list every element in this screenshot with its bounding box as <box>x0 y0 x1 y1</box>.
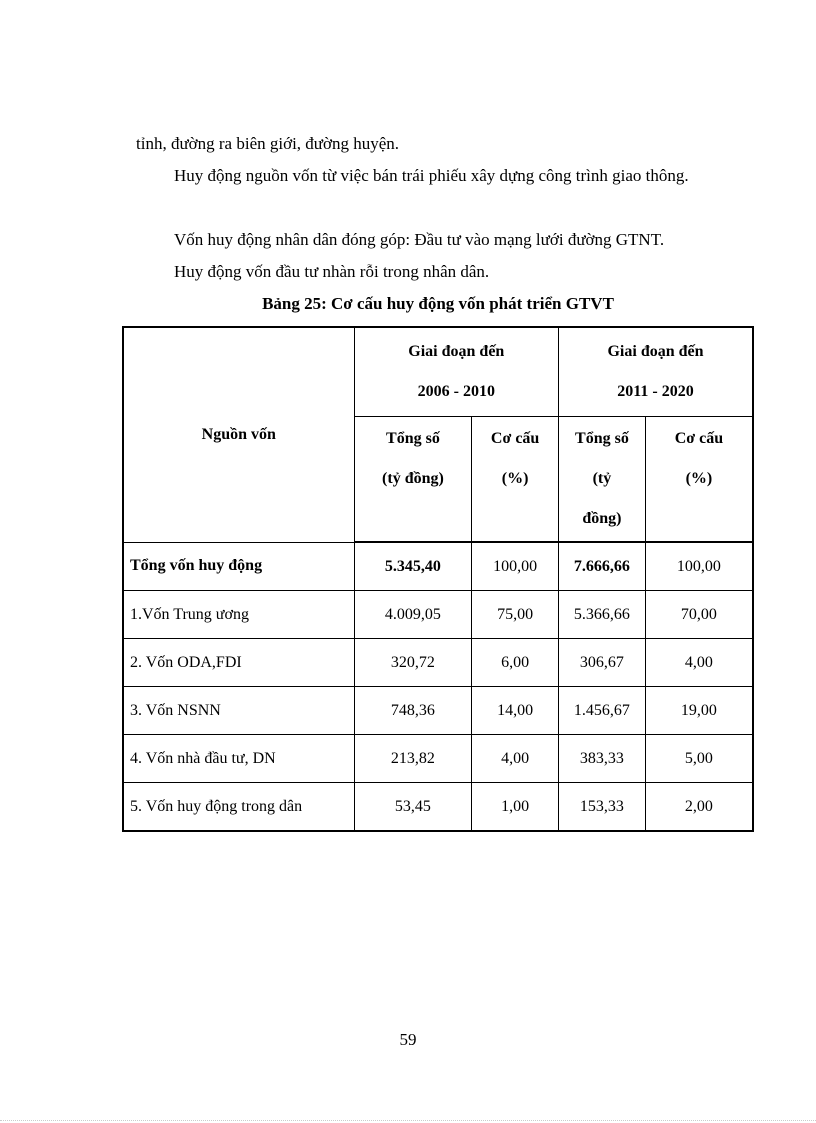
row-label: 1.Vốn Trung ương <box>123 591 354 639</box>
row-pct-1: 75,00 <box>472 591 559 639</box>
total-1-line-1: Tổng số <box>386 430 440 447</box>
table-row <box>123 591 753 639</box>
row-total-1: 53,45 <box>354 783 472 832</box>
row-total-2: 5.366,66 <box>559 591 646 639</box>
table-row <box>123 639 753 687</box>
row-label: 2. Vốn ODA,FDI <box>123 639 354 687</box>
row-label: 4. Vốn nhà đầu tư, DN <box>123 735 354 783</box>
total-1-line-2: (tỷ đồng) <box>382 470 444 487</box>
total-1-header <box>354 417 472 543</box>
pct-1-line-1: Cơ cấu <box>490 430 540 447</box>
row-pct-2: 5,00 <box>645 735 753 783</box>
row-pct-2: 100,00 <box>645 542 753 591</box>
row-total-2: 306,67 <box>559 639 646 687</box>
row-pct-2: 2,00 <box>645 783 753 832</box>
source-header-text: Nguồn vốn <box>201 425 276 443</box>
total-2-line-1: Tổng số <box>575 430 629 447</box>
table-row <box>123 687 753 735</box>
row-total-2: 383,33 <box>559 735 646 783</box>
row-total-1: 4.009,05 <box>354 591 472 639</box>
period-2-header <box>559 327 754 417</box>
paragraph-1: tỉnh, đường ra biên giới, đường huyện. <box>136 134 400 153</box>
row-label: 5. Vốn huy động trong dân <box>123 783 354 832</box>
row-pct-1: 14,00 <box>472 687 559 735</box>
pct-1-header <box>472 417 559 543</box>
total-2-line-3: đồng) <box>582 510 622 527</box>
period-2-line-2: 2011 - 2020 <box>617 383 694 400</box>
row-pct-1: 1,00 <box>472 783 559 832</box>
row-label: Tổng vốn huy động <box>123 542 354 591</box>
period-2-line-1: Giai đoạn đến <box>607 343 704 360</box>
funding-structure-table <box>122 326 754 832</box>
row-total-2: 7.666,66 <box>559 542 646 591</box>
table-caption: Bảng 25: Cơ cấu huy động vốn phát triển GTVT <box>262 294 614 313</box>
period-1-line-1: Giai đoạn đến <box>408 343 505 360</box>
row-pct-1: 6,00 <box>472 639 559 687</box>
row-pct-1: 100,00 <box>472 542 559 591</box>
row-pct-1: 4,00 <box>472 735 559 783</box>
pct-1-line-2: (%) <box>501 470 529 487</box>
row-total-1: 213,82 <box>354 735 472 783</box>
paragraph-4: Huy động vốn đầu tư nhàn rỗi trong nhân dân. <box>174 262 490 281</box>
period-1-line-2: 2006 - 2010 <box>417 383 495 400</box>
page-number: 59 <box>399 1030 417 1049</box>
row-total-1: 748,36 <box>354 687 472 735</box>
row-label: 3. Vốn NSNN <box>123 687 354 735</box>
row-pct-2: 70,00 <box>645 591 753 639</box>
table-row <box>123 735 753 783</box>
row-pct-2: 19,00 <box>645 687 753 735</box>
table-row <box>123 783 753 832</box>
pct-2-line-2: (%) <box>685 470 713 487</box>
table-row <box>123 542 753 591</box>
page-bottom-divider <box>0 1120 816 1122</box>
row-pct-2: 4,00 <box>645 639 753 687</box>
row-total-1: 5.345,40 <box>354 542 472 591</box>
table-header-row-1 <box>123 327 753 417</box>
row-total-1: 320,72 <box>354 639 472 687</box>
source-column-header <box>123 327 354 542</box>
row-total-2: 153,33 <box>559 783 646 832</box>
total-2-header <box>559 417 646 543</box>
row-total-2: 1.456,67 <box>559 687 646 735</box>
period-1-header <box>354 327 558 417</box>
paragraph-2: Huy động nguồn vốn từ việc bán trái phiếu xây dựng công trình giao thông. <box>174 166 689 185</box>
total-2-line-2: (tỷ <box>592 470 612 487</box>
paragraph-3: Vốn huy động nhân dân đóng góp: Đầu tư vào mạng lưới đường GTNT. <box>174 230 665 249</box>
pct-2-header <box>645 417 753 543</box>
pct-2-line-1: Cơ cấu <box>674 430 724 447</box>
